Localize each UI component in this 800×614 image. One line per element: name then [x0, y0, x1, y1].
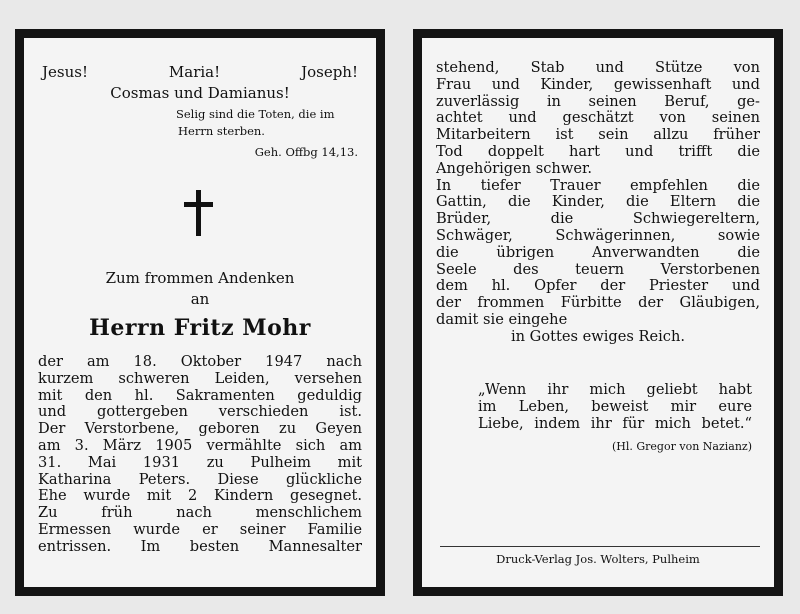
invocation-row [42, 62, 358, 83]
text-line: in Gottes ewiges Reich. [510, 327, 686, 345]
text-line: stehend, Stab und Stütze von [436, 59, 760, 76]
quote-line: „Wenn ihr mich geliebt habt [478, 381, 752, 398]
quote-line: im Leben, beweist mir eure [478, 397, 752, 415]
text-line: und gottergeben verschieden ist. [38, 403, 362, 421]
invocation-saints: Cosmas und Damianus! [110, 84, 290, 102]
epigraph-reference: Geh. Offbg 14,13. [254, 145, 358, 159]
text-line: Katharina Peters. Diese glückliche [38, 470, 362, 488]
footer-divider [440, 546, 760, 547]
text-line: Brüder, die Schwiegereltern, [436, 210, 760, 228]
epigraph [176, 106, 358, 161]
text-line: Schwäger, Schwägerinnen, sowie [436, 226, 760, 244]
text-line: der frommen Fürbitte der Gläubigen, [436, 294, 760, 312]
text-line: entrissen. Im besten Mannesalter [38, 537, 362, 555]
text-line: Der Verstorbene, geboren zu Geyen [38, 420, 362, 438]
text-line: 31. Mai 1931 zu Pulheim mit [38, 453, 362, 471]
text-line: der am 18. Oktober 1947 nach [38, 353, 362, 370]
text-line: mit den hl. Sakramenten geduldig [38, 386, 362, 404]
quote-line: Liebe, indem ihr für mich betet.“ [478, 414, 752, 432]
text-line: zuverlässig in seinen Beruf, ge- [436, 92, 760, 110]
text-line: Tod doppelt hart und trifft die [436, 142, 760, 160]
obituary-text-left [38, 354, 362, 556]
text-line: dem hl. Opfer der Priester und [436, 277, 760, 295]
invocation-maria: Maria! [168, 63, 221, 81]
right-card-panel [413, 29, 783, 596]
text-line: Ehe wurde mit 2 Kindern gesegnet. [38, 487, 362, 505]
text-line: kurzem schweren Leiden, versehen [38, 369, 362, 387]
cross-icon [179, 188, 219, 238]
text-line: Gattin, die Kinder, die Eltern die [436, 193, 760, 211]
memorial-heading [24, 268, 376, 310]
invocation-jesus: Jesus! [42, 63, 88, 81]
text-line: achtet und geschätzt von seinen [436, 109, 760, 127]
epigraph-line: Herrn sterben. [178, 124, 265, 138]
text-line: die übrigen Anverwandten die [436, 243, 760, 261]
text-line: In tiefer Trauer empfehlen die [436, 176, 760, 194]
text-line: am 3. März 1905 vermählte sich am [38, 436, 362, 454]
printer-footer: Druck-Verlag Jos. Wolters, Pulheim [496, 552, 700, 566]
obituary-text-right [436, 60, 760, 346]
quote-source: (Hl. Gregor von Nazianz) [611, 440, 752, 453]
epigraph-line: Selig sind die Toten, die im [176, 107, 335, 121]
text-line: Frau und Kinder, gewissenhaft und [436, 75, 760, 93]
memorial-heading-line: an [190, 290, 210, 308]
text-line: Seele des teuern Verstorbenen [436, 260, 760, 278]
text-line: Mitarbeitern ist sein allzu früher [436, 126, 760, 144]
text-line: Angehörigen schwer. [436, 159, 592, 177]
closing-quote [478, 382, 752, 432]
memorial-heading-line: Zum frommen Andenken [105, 269, 295, 287]
text-line: damit sie eingehe [436, 310, 568, 328]
text-line: Ermessen wurde er seiner Familie [38, 520, 362, 538]
deceased-name: Herrn Fritz Mohr [89, 315, 311, 341]
left-card-panel [15, 29, 385, 596]
invocation-joseph: Joseph! [301, 63, 358, 81]
text-line: Zu früh nach menschlichem [38, 504, 362, 522]
invocation [42, 62, 358, 104]
